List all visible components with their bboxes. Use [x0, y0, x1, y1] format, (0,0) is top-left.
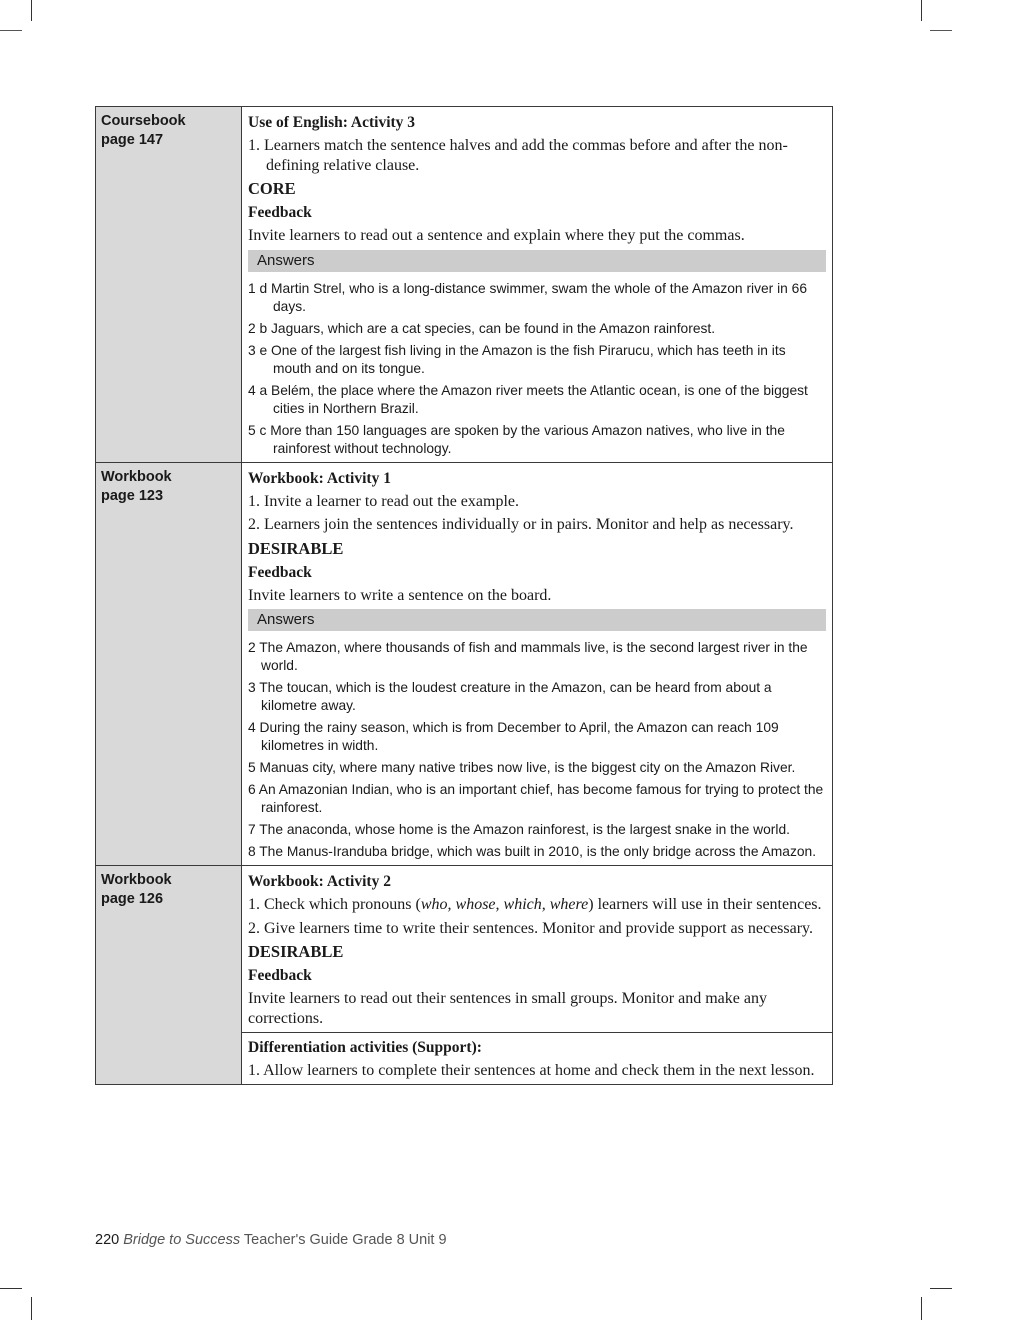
crop-mark — [921, 0, 922, 21]
activity-step — [248, 895, 826, 915]
activity-step: 2. Give learners time to write their sentences. Monitor and provide support as necessary. — [248, 919, 814, 937]
reference-book: Workbook — [101, 872, 172, 888]
table-row — [96, 107, 833, 463]
answer-item: 2 The Amazon, where thousands of fish and mammals live, is the second largest river in the world. — [248, 640, 808, 673]
crop-mark — [930, 1288, 952, 1289]
page-number: 220 — [95, 1232, 120, 1248]
crop-mark — [0, 30, 22, 31]
reference-cell — [96, 866, 242, 1085]
book-subtitle: Teacher's Guide Grade 8 Unit 9 — [243, 1232, 447, 1248]
feedback-text: Invite learners to read out a sentence and explain where they put the commas. — [248, 227, 745, 244]
pronoun-list: who, whose, which, where — [420, 896, 589, 913]
activity-heading: Workbook: Activity 2 — [248, 873, 391, 890]
activity-step: 1. Invite a learner to read out the example. — [248, 492, 519, 510]
activity-heading: Workbook: Activity 1 — [248, 469, 391, 487]
crop-mark — [930, 30, 952, 31]
activity-cell — [242, 866, 833, 1033]
reference-page: page 147 — [101, 132, 164, 148]
feedback-text: Invite learners to read out their sentences in small groups. Monitor and make any corrections. — [248, 990, 767, 1027]
step-text: 1. Check which pronouns ( — [248, 896, 421, 913]
lesson-plan-table — [95, 106, 833, 1085]
reference-book: Workbook — [101, 468, 172, 485]
answer-item: 3 The toucan, which is the loudest creature in the Amazon, can be heard from about a kilometre away. — [248, 680, 772, 713]
answer-item: 5 Manuas city, where many native tribes now live, is the biggest city on the Amazon River. — [248, 760, 796, 775]
crop-mark — [921, 1297, 922, 1320]
table-row — [96, 866, 833, 1033]
activity-step: 2. Learners join the sentences individually or in pairs. Monitor and help as necessary. — [248, 516, 794, 533]
feedback-label: Feedback — [248, 204, 312, 221]
table-row — [96, 462, 833, 866]
answer-item: 5 c More than 150 languages are spoken by the various Amazon natives, who live in the rainforest without technology. — [248, 422, 785, 456]
answer-item: 2 b Jaguars, which are a cat species, can be found in the Amazon rainforest. — [248, 320, 716, 336]
reference-page: page 123 — [101, 487, 164, 504]
activity-cell — [242, 107, 833, 463]
differentiation-heading: Differentiation activities (Support): — [248, 1039, 482, 1056]
answer-item: 1 d Martin Strel, who is a long-distance swimmer, swam the whole of the Amazon river in 66 days. — [248, 280, 808, 314]
answer-item: 3 e One of the largest fish living in the Amazon is the fish Pirarucu, which has teeth in its mouth and on its tongue. — [248, 342, 786, 376]
crop-mark — [31, 0, 32, 21]
answers-header: Answers — [248, 609, 826, 631]
answer-item: 4 During the rainy season, which is from December to April, the Amazon can reach 109 kilometres in width. — [248, 720, 779, 753]
level-label: CORE — [248, 179, 296, 198]
answers-header: Answers — [248, 250, 826, 272]
answer-item: 6 An Amazonian Indian, who is an important chief, has become famous for trying to protect the rainforest. — [248, 782, 824, 815]
differentiation-cell — [242, 1033, 833, 1085]
reference-page: page 126 — [101, 891, 164, 907]
reference-cell — [96, 462, 242, 866]
answer-item: 7 The anaconda, whose home is the Amazon rainforest, is the largest snake in the world. — [248, 822, 790, 837]
book-title: Bridge to Success — [123, 1232, 241, 1248]
reference-cell — [96, 107, 242, 463]
reference-book: Coursebook — [101, 113, 186, 129]
step-text: ) learners will use in their sentences. — [588, 896, 822, 913]
crop-mark — [31, 1297, 32, 1320]
differentiation-step: 1. Allow learners to complete their sentences at home and check them in the next lesson. — [248, 1062, 815, 1079]
answer-item: 8 The Manus-Iranduba bridge, which was built in 2010, is the only bridge across the Amazon. — [248, 844, 817, 859]
level-label: DESIRABLE — [248, 942, 344, 961]
activity-cell — [242, 462, 833, 866]
answer-item: 4 a Belém, the place where the Amazon river meets the Atlantic ocean, is one of the biggest cities in Northern Brazil. — [248, 382, 808, 416]
feedback-text: Invite learners to write a sentence on the board. — [248, 586, 552, 604]
feedback-label: Feedback — [248, 967, 312, 984]
crop-mark — [0, 1288, 22, 1289]
activity-step: 1. Learners match the sentence halves and add the commas before and after the non-defining relative clause. — [248, 137, 788, 174]
feedback-label: Feedback — [248, 563, 312, 581]
level-label: DESIRABLE — [248, 538, 344, 558]
activity-heading: Use of English: Activity 3 — [248, 114, 416, 131]
page-footer — [95, 1232, 447, 1248]
